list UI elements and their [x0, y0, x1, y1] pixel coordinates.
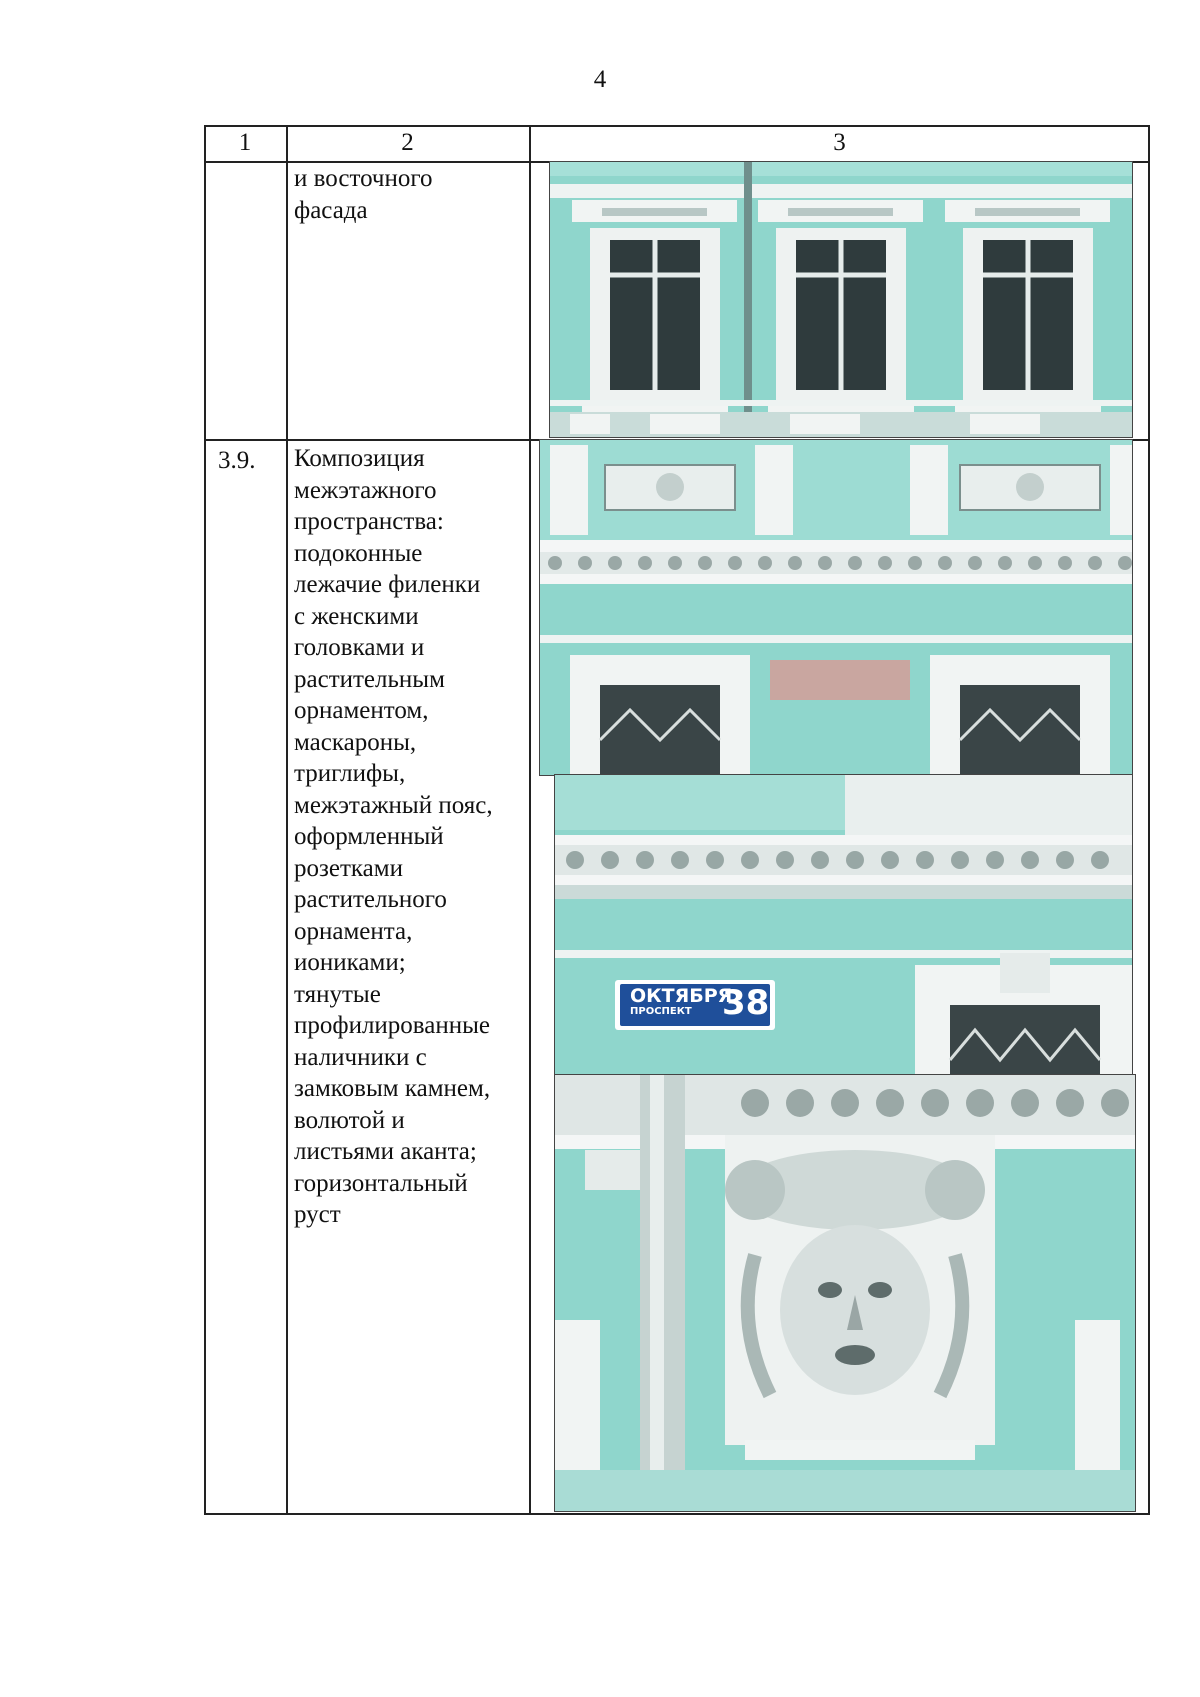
page-number: 4	[593, 66, 607, 93]
row-1-description: и восточного фасада	[294, 165, 433, 224]
header-col-1: 1	[238, 129, 252, 156]
photo-east-facade-windows	[549, 161, 1133, 438]
street-sign-number: 38	[722, 983, 770, 1023]
table-border-left	[204, 125, 206, 1515]
street-sign-name: ОКТЯБРЯ	[630, 985, 733, 1007]
photo-console-mascaron	[554, 1074, 1136, 1512]
window-group	[572, 200, 1110, 417]
street-sign	[630, 985, 733, 1018]
table-border-bottom	[204, 1513, 1150, 1515]
header-col-3: 3	[833, 129, 846, 156]
street-sign-type: ПРОСПЕКТ	[630, 1006, 692, 1017]
photo-frieze-street-sign	[554, 774, 1133, 1076]
header-col-2: 2	[401, 129, 414, 156]
table-border-right	[1148, 125, 1150, 1515]
col-divider-2	[529, 125, 531, 1515]
row-2-number: 3.9.	[218, 447, 256, 474]
col-divider-1	[286, 125, 288, 1515]
row-2-description: Композиция межэтажного пространства: подоконные лежачие филенки с женскими головками и растительным орнаментом, маскароны, триглифы, межэтажный пояс, оформленный розетками растительного орнамента, иониками; тянутые профилированные наличники с замковым камнем, волютой и листьями аканта; горизонтальный руст	[294, 445, 493, 1228]
photo-window-aprons-frieze	[539, 439, 1133, 776]
heritage-table	[204, 125, 1150, 1515]
